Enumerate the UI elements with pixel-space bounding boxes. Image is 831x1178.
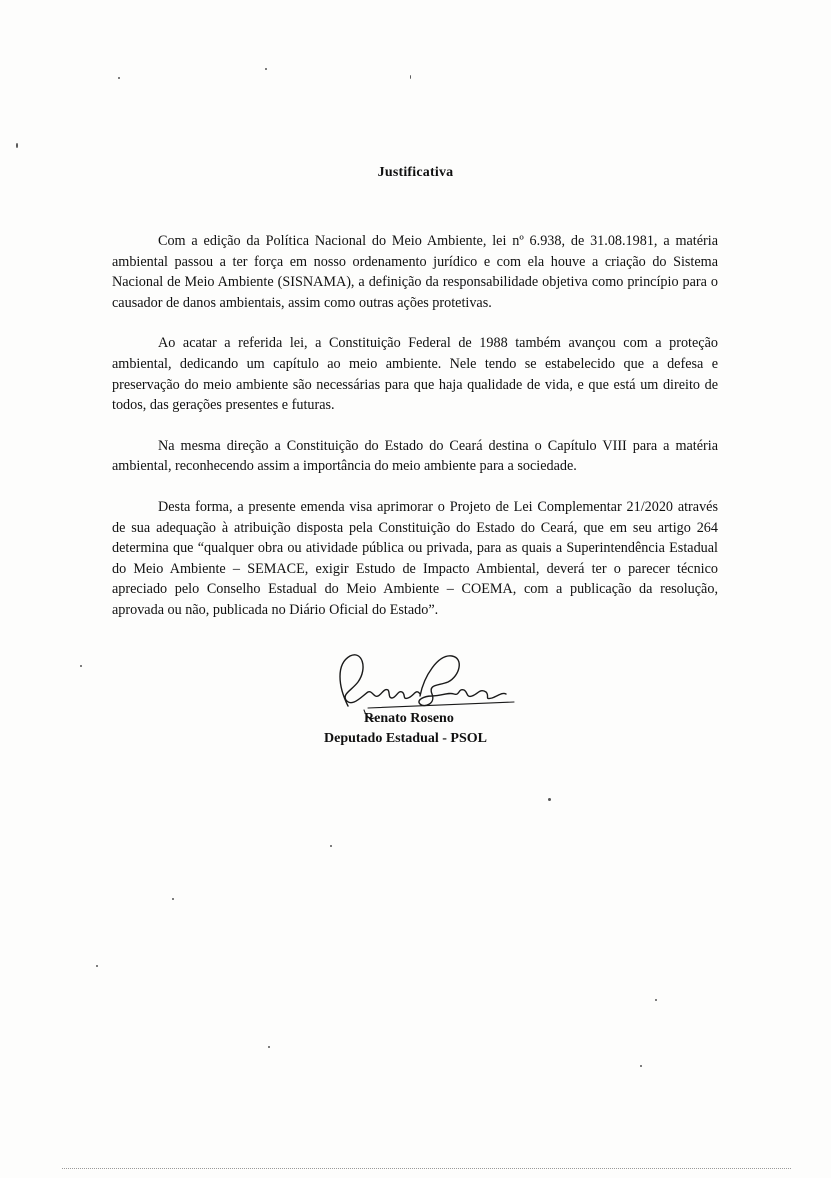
scan-speck — [16, 143, 18, 148]
signer-role: Deputado Estadual - PSOL — [324, 731, 487, 746]
scan-speck — [265, 68, 267, 70]
document-body — [112, 231, 718, 641]
scan-speck — [330, 845, 332, 847]
document-title: Justificativa — [377, 165, 454, 180]
scan-speck — [118, 77, 120, 79]
scan-speck — [548, 798, 551, 801]
scan-speck — [655, 999, 657, 1001]
signature-block — [318, 640, 538, 760]
scan-speck — [640, 1065, 642, 1067]
paragraph-4: Desta forma, a presente emenda visa aprimorar o Projeto de Lei Complementar 21/2020 através de sua adequação à atribuição disposta pela Constituição do Estado do Ceará, que em seu artigo 264 determina que “qualquer obra ou atividade pública ou privada, para as quais a Superintendência Estadual do Meio Ambiente – SEMACE, exigir Estudo de Impacto Ambiental, deverá ter o parecer técnico apreciado pelo Conselho Estadual do Meio Ambiente – COEMA, com a publicação da resolução, aprovada ou não, publicada no Diário Oficial do Estado”. — [112, 498, 718, 618]
scan-edge-line — [62, 1168, 791, 1169]
signer-name: Renato Roseno — [364, 711, 454, 726]
scan-speck — [172, 898, 174, 900]
paragraph-3: Na mesma direção a Constituição do Estado do Ceará destina o Capítulo VIII para a matéria ambiental, reconhecendo assim a importância do meio ambiente para a sociedade. — [112, 437, 718, 475]
paragraph-2: Ao acatar a referida lei, a Constituição Federal de 1988 também avançou com a proteção ambiental, dedicando um capítulo ao meio ambiente. Nele tendo se estabelecido que a defesa e preservação do meio ambiente são necessárias para que haja qualidade de vida, e que está um direito de todos, das gerações presentes e futuras. — [112, 335, 718, 414]
scan-speck — [268, 1046, 270, 1048]
paragraph-1: Com a edição da Política Nacional do Meio Ambiente, lei nº 6.938, de 31.08.1981, a matéria ambiental passou a ter força em nosso ordenamento jurídico e com ela houve a criação do Sistema Nacional de Meio Ambiente (SISNAMA), a definição da responsabilidade objetiva como princípio para o causador de danos ambientais, assim como outras ações protetivas. — [112, 233, 718, 311]
scan-speck — [80, 665, 82, 667]
scan-speck — [410, 75, 411, 79]
scan-speck — [96, 965, 98, 967]
